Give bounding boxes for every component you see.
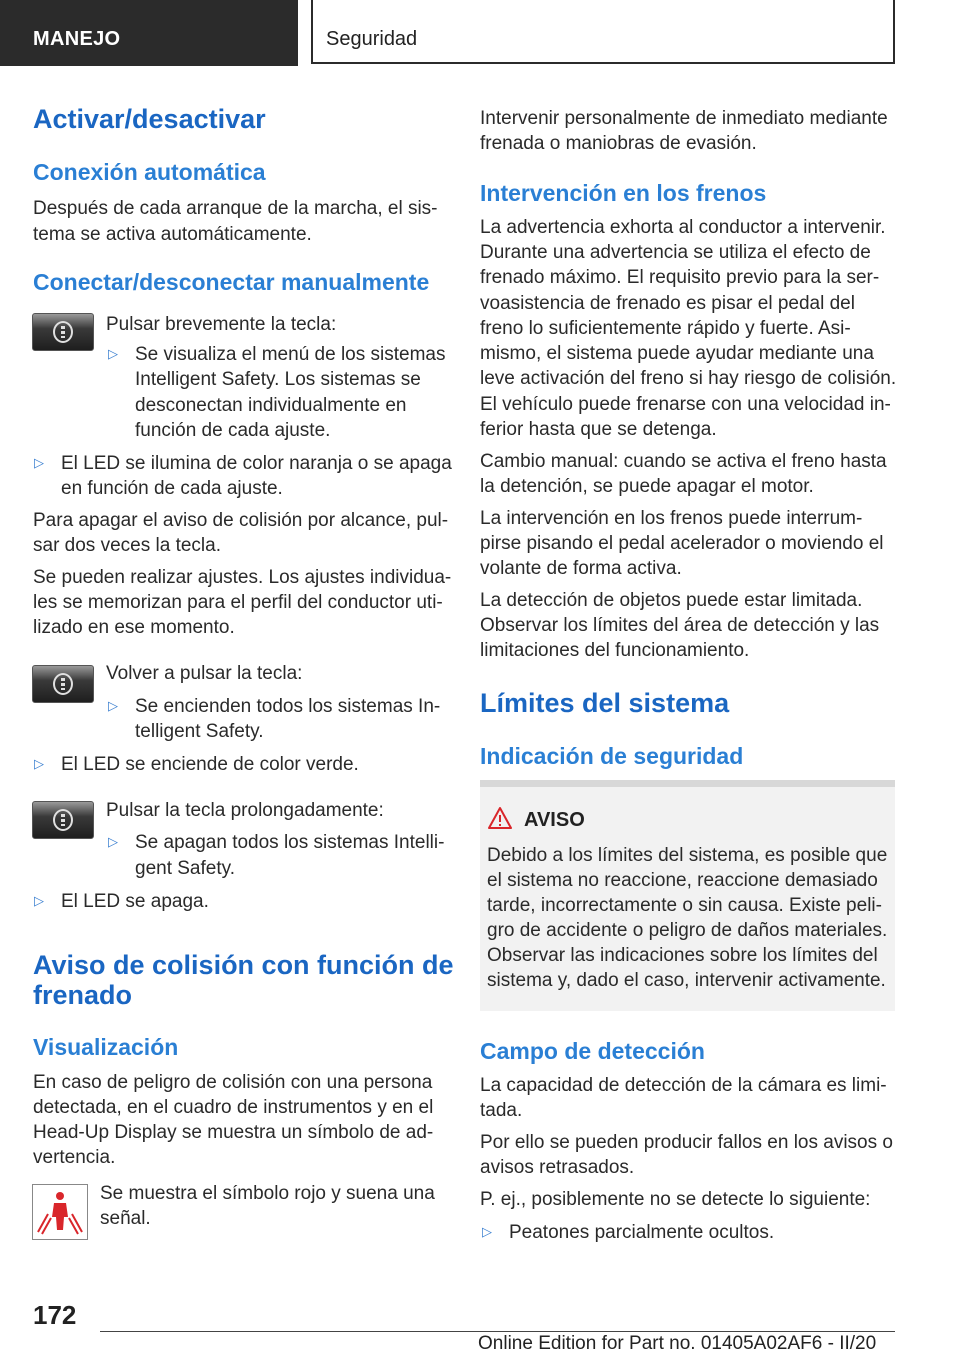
heading-activar: Activar/desactivar [33, 104, 266, 134]
paragraph-frenos-9: ferior hasta que se detenga. [480, 419, 717, 440]
bullet-1-line-4: función de cada ajuste. [135, 420, 331, 441]
paragraph-frenos-3: frenado máximo. El requisito previo para la ser- [480, 267, 880, 288]
paragraph-fallos-1: Por ello se pueden producir fallos en los avisos o [480, 1132, 893, 1153]
key-image-3 [32, 801, 94, 839]
heading-conexion: Conexión automática [33, 159, 266, 185]
paragraph-interrumpir-1: La intervención en los frenos puede interrum- [480, 508, 863, 529]
symbol-text-1: Se muestra el símbolo rojo y suena una [100, 1183, 435, 1204]
triangle-right-icon: ▷ [482, 1224, 492, 1239]
heading-aviso-2: frenado [33, 980, 133, 1010]
paragraph-campo-1: La capacidad de detección de la cámara es limi- [480, 1075, 887, 1096]
warning-text-1: Debido a los límites del sistema, es posible que [487, 845, 888, 866]
paragraph-ajustes-3: lizado en ese momento. [33, 617, 235, 638]
paragraph-deteccion-2: Observar los límites del área de detección y las [480, 615, 880, 636]
paragraph-frenos-5: freno lo suficientemente rápido y fuerte. Asi- [480, 318, 851, 339]
heading-aviso-1: Aviso de colisión con función de [33, 950, 454, 980]
warning-text-2: el sistema no reaccione, reaccione demasiado [487, 870, 878, 891]
bullet-1-line-1: Se visualiza el menú de los sistemas [135, 344, 446, 365]
bullet-peatones: Peatones parcialmente ocultos. [509, 1222, 775, 1243]
bullet-5-line-2: gent Safety. [135, 858, 235, 879]
press-instruction-3: Pulsar la tecla prolongadamente: [106, 800, 384, 821]
paragraph-visual-4: vertencia. [33, 1147, 116, 1168]
paragraph-interrumpir-2: pirse pisando el pedal acelerador o moviendo el [480, 533, 884, 554]
warning-triangle-icon [487, 806, 513, 830]
chapter-title: Seguridad [326, 28, 418, 50]
heading-frenos: Intervención en los frenos [480, 180, 767, 206]
key-image-2 [32, 665, 94, 703]
bullet-4: El LED se enciende de color verde. [61, 754, 359, 775]
triangle-right-icon: ▷ [108, 698, 118, 713]
paragraph-apagar-1: Para apagar el aviso de colisión por alcance, pul- [33, 510, 449, 531]
triangle-right-icon: ▷ [34, 756, 44, 771]
bullet-6: El LED se apaga. [61, 891, 209, 912]
paragraph-frenos-6: mismo, el sistema puede ayudar mediante una [480, 343, 874, 364]
warning-title: AVISO [524, 809, 585, 831]
paragraph-ajustes-2: les se memorizan para el perfil del conductor uti- [33, 592, 443, 613]
intelligent-safety-key-icon [53, 321, 73, 343]
triangle-right-icon: ▷ [108, 834, 118, 849]
triangle-right-icon: ▷ [34, 455, 44, 470]
bullet-2-line-2: en función de cada ajuste. [61, 478, 283, 499]
paragraph-deteccion-3: limitaciones del funcionamiento. [480, 640, 750, 661]
paragraph-frenos-8: El vehículo puede frenarse con una velocidad in- [480, 394, 891, 415]
paragraph-cambio-1: Cambio manual: cuando se activa el freno hasta [480, 451, 887, 472]
paragraph-frenos-4: voasistencia de frenado es pisar el pedal del [480, 293, 855, 314]
paragraph-conexion-2: tema se activa automáticamente. [33, 224, 312, 245]
bullet-1-line-2: Intelligent Safety. Los sistemas se [135, 369, 421, 390]
press-instruction-2: Volver a pulsar la tecla: [106, 663, 303, 684]
paragraph-ejemplo: P. ej., posiblemente no se detecte lo siguiente: [480, 1189, 871, 1210]
bullet-1-line-3: desconectan individualmente en [135, 395, 407, 416]
paragraph-cambio-2: la detención, se puede apagar el motor. [480, 476, 814, 497]
heading-manual: Conectar/desconectar manualmente [33, 269, 430, 295]
paragraph-deteccion-1: La detección de objetos puede estar limitada. [480, 590, 863, 611]
press-instruction-1: Pulsar brevemente la tecla: [106, 314, 337, 335]
paragraph-intervenir-1: Intervenir personalmente de inmediato mediante [480, 108, 888, 129]
chapter-tab [311, 0, 895, 64]
intelligent-safety-key-icon [53, 673, 73, 695]
warning-text-4: gro de accidente o peligro de daños materiales. [487, 920, 888, 941]
paragraph-intervenir-2: frenada o maniobras de evasión. [480, 133, 757, 154]
paragraph-campo-2: tada. [480, 1100, 523, 1121]
paragraph-apagar-2: sar dos veces la tecla. [33, 535, 221, 556]
paragraph-visual-2: detectada, en el cuadro de instrumentos y en el [33, 1097, 434, 1118]
paragraph-ajustes-1: Se pueden realizar ajustes. Los ajustes individua- [33, 567, 452, 588]
triangle-right-icon: ▷ [108, 346, 118, 361]
bullet-3-line-1: Se encienden todos los sistemas In- [135, 696, 441, 717]
pedestrian-warning-icon [32, 1184, 88, 1240]
heading-campo: Campo de detección [480, 1038, 705, 1064]
section-title: MANEJO [33, 28, 121, 50]
footer-edition: Online Edition for Part no. 01405A02AF6 - II/20 [478, 1333, 877, 1354]
warning-text-5: Observar las indicaciones sobre los límites del [487, 945, 878, 966]
bullet-2-line-1: El LED se ilumina de color naranja o se apaga [61, 453, 452, 474]
paragraph-frenos-7: leve activación del freno si hay riesgo de colisión. [480, 368, 897, 389]
section-tab [0, 0, 298, 66]
bullet-3-line-2: telligent Safety. [135, 721, 264, 742]
heading-visualizacion: Visualización [33, 1034, 179, 1060]
heading-limites: Límites del sistema [480, 688, 730, 718]
key-image-1 [32, 313, 94, 351]
paragraph-fallos-2: avisos retrasados. [480, 1157, 635, 1178]
symbol-text-2: señal. [100, 1208, 151, 1229]
paragraph-conexion-1: Después de cada arranque de la marcha, el sis- [33, 198, 438, 219]
paragraph-frenos-1: La advertencia exhorta al conductor a intervenir. [480, 217, 886, 238]
intelligent-safety-key-icon [53, 809, 73, 831]
paragraph-visual-1: En caso de peligro de colisión con una persona [33, 1072, 433, 1093]
bullet-5-line-1: Se apagan todos los sistemas Intelli- [135, 832, 445, 853]
paragraph-interrumpir-3: volante de forma activa. [480, 558, 682, 579]
footer-divider [100, 1331, 895, 1332]
paragraph-frenos-2: Durante una advertencia se utiliza el efecto de [480, 242, 871, 263]
heading-indicacion: Indicación de seguridad [480, 743, 744, 769]
triangle-right-icon: ▷ [34, 893, 44, 908]
warning-text-3: tarde, incorrectamente o sin causa. Existe peli- [487, 895, 882, 916]
paragraph-visual-3: Head-Up Display se muestra un símbolo de ad- [33, 1122, 434, 1143]
warning-text-6: sistema y, dado el caso, intervenir activamente. [487, 970, 886, 991]
page-number: 172 [33, 1300, 77, 1330]
